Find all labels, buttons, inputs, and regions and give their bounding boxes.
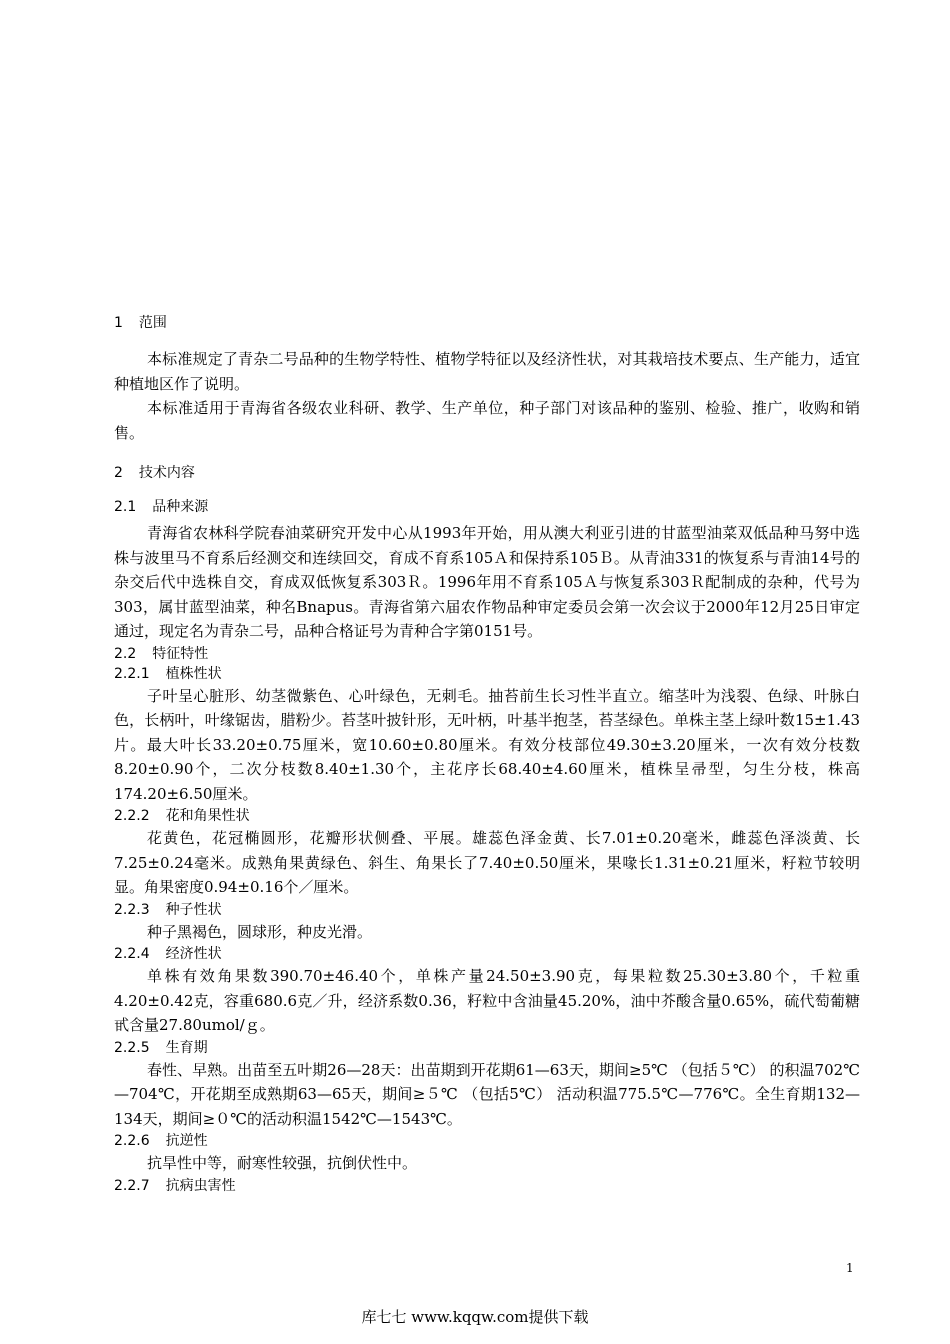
section-2-2-heading: 2.2 特征特性 — [114, 645, 209, 662]
section-2-2-1-paragraph: 子叶呈心脏形、幼茎微紫色、心叶绿色，无刺毛。抽苔前生长习性半直立。缩茎叶为浅裂、色绿、叶脉白色，长柄叶，叶缘锯齿，腊粉少。苔茎叶披针形，无叶柄，叶基半抱茎，苔茎绿色。单株主茎上绿叶数15±1.43片。最大叶长33.20±0.75厘米，宽10.60±0.80厘米。有效分枝部位49.30±3.20厘米，一次有效分枝数8.20±0.90个，二次分枝数8.40±1.30个，主花序长68.40±4.60厘米，植株呈帚型，匀生分枝，株高174.20±6.50厘米。 — [114, 686, 860, 803]
section-2-2-4-heading: 2.2.4 经济性状 — [114, 946, 222, 962]
section-2-2-3-heading: 2.2.3 种子性状 — [114, 901, 222, 918]
page-number: 1 — [846, 1261, 854, 1275]
section-2-2-5-paragraph: 春性、早熟。出苗至五叶期26—28天：出苗期到开花期61—63天，期间≥5℃ （包括５℃） 的积温702℃—704℃，开花期至成熟期63—65天，期间≥５℃ （包括5℃） 活动积温775.5℃—776℃。全生育期132—134天，期间≥０℃的活动积温1542℃—1543℃。 — [114, 1060, 860, 1128]
section-2-2-3-paragraph: 种子黑褐色，圆球形，种皮光滑。 — [147, 922, 373, 941]
section-2-2-4-paragraph: 单株有效角果数390.70±46.40个，单株产量24.50±3.90克，每果粒数25.30±3.80个，千粒重4.20±0.42克，容重680.6克／升，经济系数0.36，籽粒中含油量45.20%，油中芥酸含量0.65%，硫代萄葡糖甙含量27.80umol/ｇ。 — [114, 967, 860, 1034]
section-1-paragraph-2: 本标准适用于青海省各级农业科研、教学、生产单位，种子部门对该品种的鉴别、检验、推广，收购和销售。 — [114, 399, 860, 442]
section-1-heading: 1 范围 — [114, 315, 167, 331]
section-2-2-6-heading: 2.2.6 抗逆性 — [114, 1133, 208, 1149]
section-2-2-7-heading: 2.2.7 抗病虫害性 — [114, 1177, 236, 1194]
section-2-2-2-heading: 2.2.2 花和角果性状 — [114, 808, 250, 824]
section-2-2-1-heading: 2.2.1 植株性状 — [114, 665, 222, 682]
section-2-2-2-paragraph: 花黄色，花冠椭圆形，花瓣形状侧叠、平展。雄蕊色泽金黄、长7.01±0.20毫米，雌蕊色泽淡黄、长7.25±0.24毫米。成熟角果黄绿色、斜生、角果长了7.40±0.50厘米，果喙长1.31±0.21厘米，籽粒节较明显。角果密度0.94±0.16个／厘米。 — [114, 829, 860, 896]
section-2-2-6-paragraph: 抗旱性中等，耐寒性较强，抗倒伏性中。 — [147, 1154, 418, 1172]
document-body — [114, 313, 860, 1196]
section-2-1-paragraph: 青海省农林科学院春油菜研究开发中心从1993年开始，用从澳大利亚引进的甘蓝型油菜双低品种马努中选株与波里马不育系后经测交和连续回交，育成不育系105Ａ和保持系105Ｂ。从青油331的恢复系与青油14号的杂交后代中选株自交，育成双低恢复系303Ｒ。1996年用不育系105Ａ与恢复系303Ｒ配制成的杂种，代号为303，属甘蓝型油菜，种名Bnapus。青海省第六届农作物品种审定委员会第一次会议于2000年12月25日审定通过，现定名为青杂二号，品种合格证号为青种合字第0151号。 — [114, 524, 860, 640]
section-1-paragraph-1: 本标准规定了青杂二号品种的生物学特性、植物学特征以及经济性状，对其栽培技术要点、生产能力，适宜种植地区作了说明。 — [114, 350, 860, 393]
section-2-heading: 2 技术内容 — [114, 465, 195, 481]
download-footer: 库七七 www.kqqw.com提供下载 — [361, 1308, 589, 1326]
section-2-2-5-heading: 2.2.5 生育期 — [114, 1039, 208, 1056]
section-2-1-heading: 2.1 品种来源 — [114, 499, 209, 515]
